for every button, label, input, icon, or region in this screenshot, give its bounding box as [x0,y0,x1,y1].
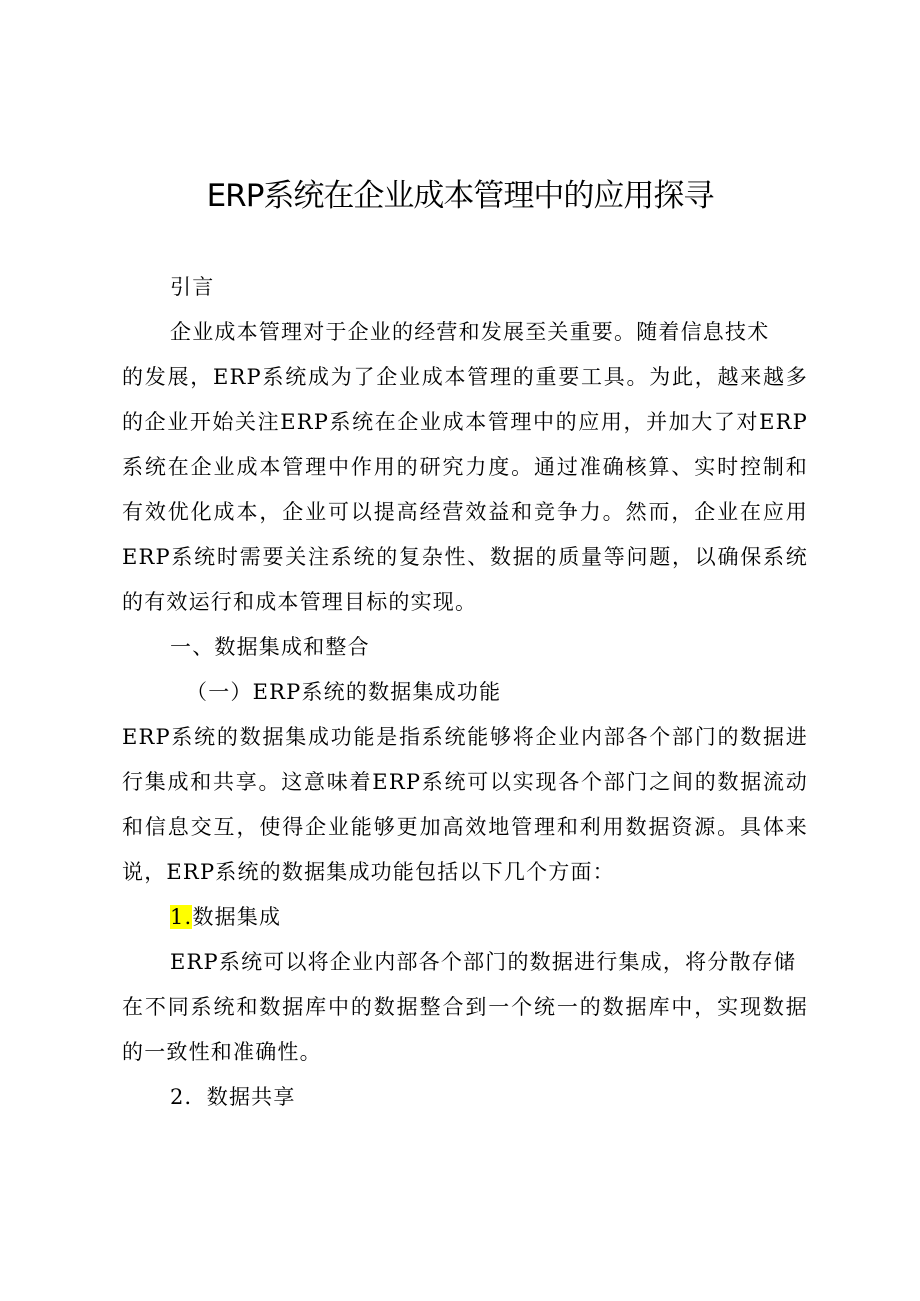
list-item-heading: 2．数据共享 [170,1085,296,1109]
paragraph-line: ERP系统可以将企业内部各个部门的数据进行集成，将分散存储 [170,950,797,974]
paragraph-line: 的发展，ERP系统成为了企业成本管理的重要工具。为此，越来越多 [122,365,808,389]
subsection-heading: （一）ERP系统的数据集成功能 [186,680,502,704]
intro-heading: 引言 [170,275,215,299]
highlighted-number: 1. [170,905,193,929]
paragraph-line: 的一致性和准确性。 [122,1040,322,1064]
paragraph-line: 的企业开始关注ERP系统在企业成本管理中的应用，并加大了对ERP [122,410,808,434]
paragraph-line: 行集成和共享。这意味着ERP系统可以实现各个部门之间的数据流动 [122,770,808,794]
section-heading: 一、数据集成和整合 [170,635,370,659]
paragraph-line: ERP系统时需要关注系统的复杂性、数据的质量等问题，以确保系统 [122,545,808,569]
paragraph-line: 说，ERP系统的数据集成功能包括以下几个方面： [122,860,615,884]
paragraph-line: 在不同系统和数据库中的数据整合到一个统一的数据库中，实现数据 [122,995,808,1019]
list-item-heading [170,902,281,932]
paragraph-line: 的有效运行和成本管理目标的实现。 [122,590,478,614]
document-title: ERP系统在企业成本管理中的应用探寻 [206,178,714,214]
paragraph-line: 系统在企业成本管理中作用的研究力度。通过准确核算、实时控制和 [122,455,808,479]
paragraph-line: 企业成本管理对于企业的经营和发展至关重要。随着信息技术 [170,320,770,344]
paragraph-line: 和信息交互，使得企业能够更加高效地管理和利用数据资源。具体来 [122,815,808,839]
paragraph-line: 有效优化成本，企业可以提高经营效益和竞争力。然而，企业在应用 [122,500,808,524]
paragraph-line: ERP系统的数据集成功能是指系统能够将企业内部各个部门的数据进 [122,725,808,749]
list-item-title: 数据集成 [192,905,282,929]
